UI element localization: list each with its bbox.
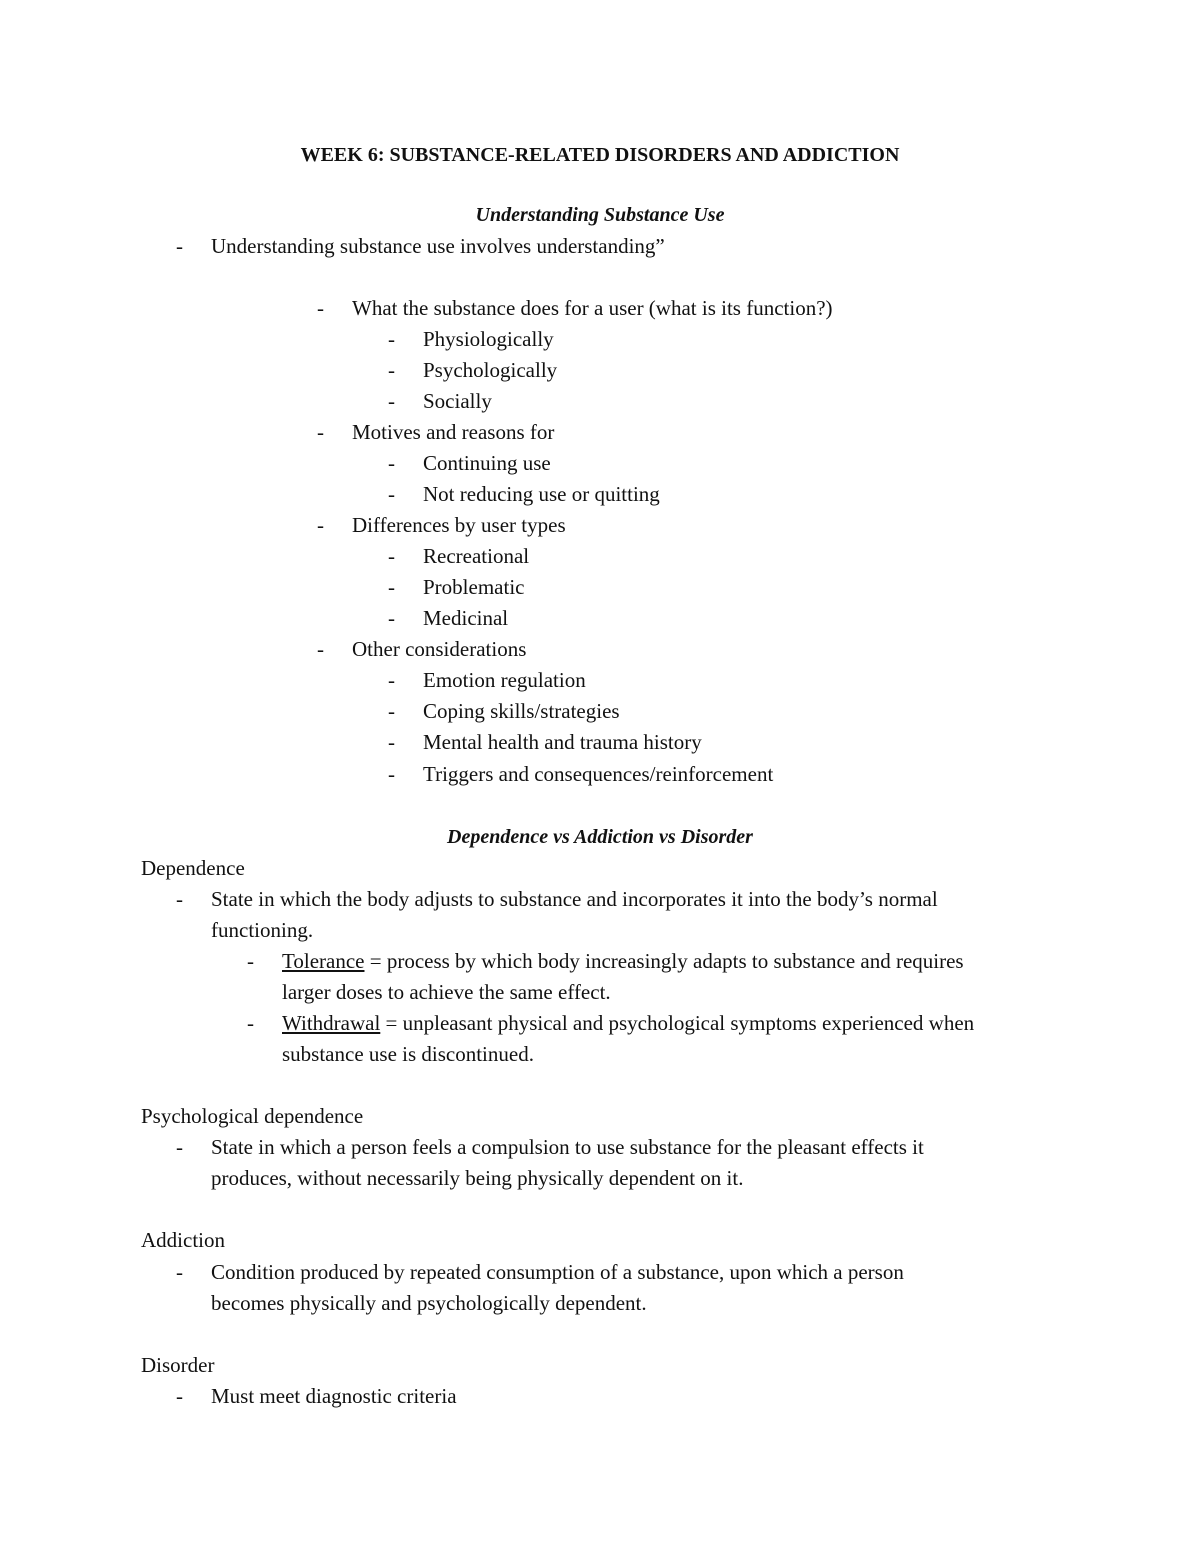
list-item: Medicinal (423, 606, 509, 630)
term-psychological-dependence: Psychological dependence (141, 1104, 364, 1128)
list-item: Triggers and consequences/reinforcement (423, 762, 774, 786)
bullet-dash: - (388, 668, 395, 692)
bullet-dash: - (317, 420, 324, 444)
bullet-dash: - (317, 637, 324, 661)
list-item: Mental health and trauma history (423, 730, 702, 754)
bullet-dash: - (388, 358, 395, 382)
bullet-dash: - (176, 1384, 183, 1408)
withdrawal-definition (282, 1008, 974, 1039)
definition-text: State in which the body adjusts to substance and incorporates it into the body’s normal (211, 887, 938, 911)
list-item: Motives and reasons for (352, 420, 555, 444)
bullet-dash: - (388, 699, 395, 723)
definition-text: Must meet diagnostic criteria (211, 1384, 457, 1408)
bullet-dash: - (388, 327, 395, 351)
bullet-dash: - (388, 389, 395, 413)
bullet-dash: - (388, 762, 395, 786)
tolerance-term: Tolerance (282, 949, 365, 973)
bullet-dash: - (176, 234, 183, 258)
list-item: Continuing use (423, 451, 551, 475)
bullet-dash: - (176, 1135, 183, 1159)
tolerance-text: = process by which body increasingly adapts to substance and requires (364, 949, 964, 973)
bullet-dash: - (176, 1260, 183, 1284)
bullet-dash: - (388, 730, 395, 754)
bullet-dash: - (317, 513, 324, 537)
tolerance-text-cont: larger doses to achieve the same effect. (282, 980, 611, 1004)
withdrawal-term: Withdrawal (282, 1011, 381, 1035)
definition-text: Condition produced by repeated consumption of a substance, upon which a person (211, 1260, 904, 1284)
term-dependence: Dependence (141, 856, 245, 880)
withdrawal-text-cont: substance use is discontinued. (282, 1042, 534, 1066)
bullet-dash: - (388, 606, 395, 630)
list-item: Recreational (423, 544, 530, 568)
definition-text: functioning. (211, 918, 314, 942)
section-heading-understanding: Understanding Substance Use (475, 204, 725, 226)
bullet-dash: - (388, 451, 395, 475)
definition-text: produces, without necessarily being physically dependent on it. (211, 1166, 744, 1190)
intro-text: Understanding substance use involves understanding” (211, 234, 665, 258)
list-item: Problematic (423, 575, 525, 599)
list-item: Physiologically (423, 327, 554, 351)
bullet-dash: - (247, 949, 254, 973)
definition-text: becomes physically and psychologically dependent. (211, 1291, 647, 1315)
definition-text: State in which a person feels a compulsion to use substance for the pleasant effects it (211, 1135, 924, 1159)
bullet-dash: - (317, 296, 324, 320)
bullet-dash: - (247, 1011, 254, 1035)
bullet-dash: - (176, 887, 183, 911)
section-heading-dependence: Dependence vs Addiction vs Disorder (447, 826, 753, 848)
tolerance-definition (282, 946, 964, 977)
bullet-dash: - (388, 575, 395, 599)
page-title: WEEK 6: SUBSTANCE-RELATED DISORDERS AND ADDICTION (300, 144, 900, 166)
term-disorder: Disorder (141, 1353, 215, 1377)
list-item: Emotion regulation (423, 668, 586, 692)
bullet-dash: - (388, 544, 395, 568)
list-item: Not reducing use or quitting (423, 482, 660, 506)
bullet-dash: - (388, 482, 395, 506)
list-item: Other considerations (352, 637, 527, 661)
withdrawal-text: = unpleasant physical and psychological symptoms experienced when (380, 1011, 975, 1035)
list-item: Socially (423, 389, 492, 413)
term-addiction: Addiction (141, 1228, 225, 1252)
list-item: Coping skills/strategies (423, 699, 620, 723)
list-item: Differences by user types (352, 513, 566, 537)
list-item: What the substance does for a user (what is its function?) (352, 296, 833, 320)
list-item: Psychologically (423, 358, 558, 382)
